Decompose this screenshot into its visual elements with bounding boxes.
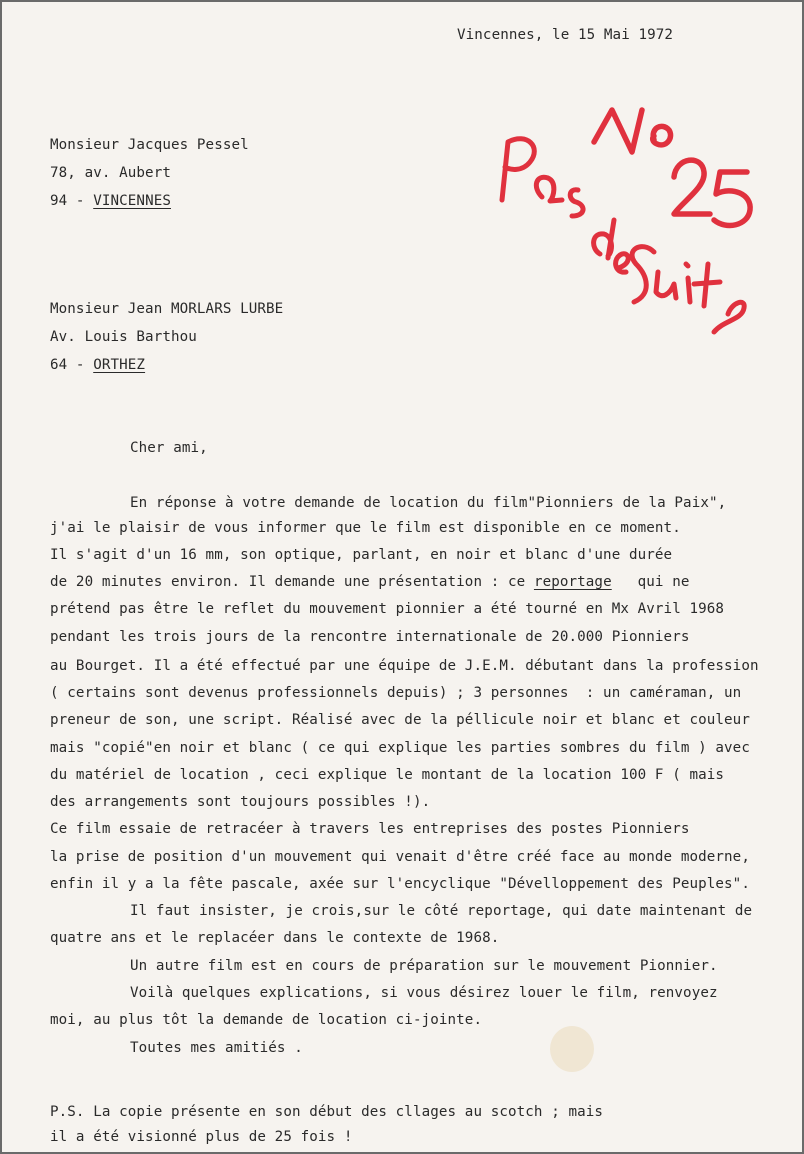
body-line-11: du matériel de location , ceci explique le montant de la location 100 F ( mais [50, 767, 725, 783]
body-line-16: Il faut insister, je crois,sur le côté reportage, qui date maintenant de [130, 903, 753, 919]
body-line-6: pendant les trois jours de la rencontre internationale de 20.000 Pionniers [50, 629, 690, 645]
body-line-4-start: de 20 minutes environ. Il demande une présentation : ce [50, 574, 534, 590]
postscript-line-1: P.S. La copie présente en son début des cllages au scotch ; mais [50, 1104, 604, 1120]
body-line-20: moi, au plus tôt la demande de location ci-jointe. [50, 1012, 483, 1028]
body-line-3: Il s'agit d'un 16 mm, son optique, parlant, en noir et blanc d'une durée [50, 547, 673, 563]
sender-street: 78, av. Aubert [50, 165, 171, 181]
body-line-12: des arrangements sont toujours possibles !). [50, 794, 431, 810]
reportage-word: reportage [533, 574, 612, 590]
body-line-8: ( certains sont devenus professionnels depuis) ; 3 personnes : un caméraman, un [50, 685, 742, 701]
sender-city-prefix: 94 - [50, 193, 94, 209]
sender-name: Monsieur Jacques Pessel [50, 137, 249, 153]
closing-line: Toutes mes amitiés . [130, 1040, 303, 1056]
body-line-10: mais "copié"en noir et blanc ( ce qui explique les parties sombres du film ) avec [50, 740, 750, 756]
body-line-17: quatre ans et le replacéer dans le contexte de 1968. [50, 930, 500, 946]
date-line: Vincennes, le 15 Mai 1972 [457, 27, 674, 43]
body-line-13: Ce film essaie de retracéer à travers les entreprises des postes Pionniers [50, 821, 690, 837]
body-line-9: preneur de son, une script. Réalisé avec de la péllicule noir et blanc et couleur [50, 712, 750, 728]
body-line-4-end: qui ne [611, 574, 690, 590]
annotation-note [502, 139, 744, 332]
postscript-line-2: il a été visionné plus de 25 fois ! [50, 1129, 353, 1145]
body-line-5: prétend pas être le reflet du mouvement pionnier a été tourné en Mx Avril 1968 [50, 601, 725, 617]
salutation: Cher ami, [130, 440, 208, 456]
body-line-7: au Bourget. Il a été effectué par une équipe de J.E.M. débutant dans la profession [50, 658, 759, 674]
sender-city: VINCENNES [93, 193, 171, 209]
red-handwritten-annotation [2, 2, 802, 1152]
annotation-number [594, 110, 750, 225]
body-line-2: j'ai le plaisir de vous informer que le film est disponible en ce moment. [50, 520, 681, 536]
body-line-1: En réponse à votre demande de location du film"Pionniers de la Paix", [130, 495, 727, 511]
body-line-14: la prise de position d'un mouvement qui venait d'être créé face au monde moderne, [50, 849, 750, 865]
body-line-15: enfin il y a la fête pascale, axée sur l'encyclique "Dévelloppement des Peuples". [50, 876, 750, 892]
recipient-street: Av. Louis Barthou [50, 329, 197, 345]
recipient-name: Monsieur Jean MORLARS LURBE [50, 301, 284, 317]
recipient-city: ORTHEZ [93, 357, 146, 373]
body-line-18: Un autre film est en cours de préparation sur le mouvement Pionnier. [130, 958, 718, 974]
recipient-city-prefix: 64 - [50, 357, 94, 373]
body-line-19: Voilà quelques explications, si vous désirez louer le film, renvoyez [130, 985, 718, 1001]
